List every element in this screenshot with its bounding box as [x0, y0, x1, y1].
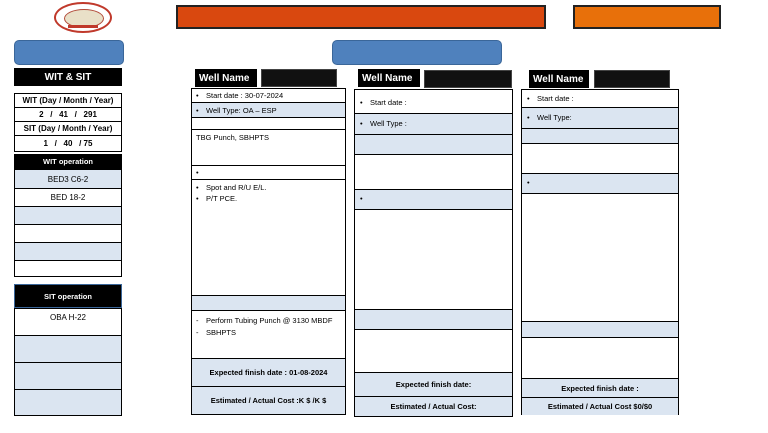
col3-expected-finish: Expected finish date : — [522, 379, 678, 398]
col3-row-4 — [522, 144, 678, 174]
sit-date-label: SIT (Day / Month / Year) — [14, 121, 122, 136]
col1-expected-finish: Expected finish date : 01-08-2024 — [192, 359, 345, 387]
col2-expected-finish: Expected finish date: — [355, 373, 512, 397]
col2-start-date: Start date : — [370, 98, 407, 107]
col3-well-type: Well Type: — [537, 113, 572, 122]
col3-well-type-row: • Well Type: — [522, 108, 678, 129]
sit-operation-header: SIT operation — [14, 284, 122, 308]
sit-date-value: 1 / 40 / 75 — [14, 135, 122, 152]
col3-card — [521, 89, 679, 415]
wit-operation-item — [14, 206, 122, 225]
header-bar-red — [176, 5, 546, 29]
col1-cost: Estimated / Actual Cost :K $ /K $ — [192, 387, 345, 414]
sit-operation-item — [14, 362, 122, 390]
col2-cost: Estimated / Actual Cost: — [355, 397, 512, 416]
col1-job-row — [192, 130, 345, 166]
wit-date-value: 2 / 41 / 291 — [14, 107, 122, 122]
col1-start-date-row: • Start date : 30-07-2024 — [192, 89, 345, 103]
col1-start-date: Start date : 30-07-2024 — [206, 91, 284, 100]
col3-well-name-field[interactable] — [594, 70, 670, 88]
col1-well-type: Well Type: OA – ESP — [206, 106, 277, 115]
company-logo — [54, 2, 112, 33]
col1-divider-row — [192, 296, 345, 311]
col1-plan-2: SBHPTS — [206, 328, 237, 337]
col3-start-date-row: • Start date : — [522, 90, 678, 108]
col1-bullet-row — [192, 166, 345, 180]
col2-card — [354, 89, 513, 417]
col2-row-8 — [355, 330, 512, 373]
sit-operation-item — [14, 335, 122, 363]
sit-operation-item: OBA H-22 — [14, 308, 122, 336]
wit-date-label: WIT (Day / Month / Year) — [14, 93, 122, 108]
col1-well-type-row: • Well Type: OA – ESP — [192, 103, 345, 118]
bullet-text: • — [360, 194, 363, 203]
col3-row-7 — [522, 322, 678, 338]
col1-job-text: TBG Punch, SBHPTS — [196, 133, 269, 142]
col2-row-3 — [355, 135, 512, 155]
col1-tasks-row: • Spot and R/U E/L. • P/T PCE. — [192, 180, 345, 296]
col1-task-1: Spot and R/U E/L. — [206, 183, 267, 192]
wit-operation-header: WIT operation — [14, 154, 122, 169]
col3-row-6 — [522, 194, 678, 322]
col1-task-2: P/T PCE. — [206, 194, 238, 203]
col1-plan-row: - Perform Tubing Punch @ 3130 MBDF - SBHPTS — [192, 311, 345, 359]
col2-start-date-row: • Start date : — [355, 90, 512, 114]
header-bar-orange — [573, 5, 721, 29]
wit-operation-item — [14, 224, 122, 243]
left-blue-banner — [14, 40, 124, 65]
sit-operation-item — [14, 389, 122, 416]
col1-plan-1: Perform Tubing Punch @ 3130 MBDF — [206, 316, 333, 325]
wit-operation-item — [14, 242, 122, 261]
logo-ribbon — [68, 25, 98, 28]
col3-start-date: Start date : — [537, 94, 574, 103]
col1-well-name-field[interactable] — [261, 69, 337, 87]
col2-well-type-row: • Well Type : — [355, 114, 512, 135]
col3-row-8 — [522, 338, 678, 379]
wit-sit-title: WIT & SIT — [14, 68, 122, 86]
col2-bullet-row — [355, 190, 512, 210]
col2-well-name-field[interactable] — [424, 70, 512, 88]
wit-operation-item: BED 18-2 — [14, 188, 122, 207]
col2-row-6 — [355, 210, 512, 310]
col2-well-name-label: Well Name — [358, 69, 420, 87]
col3-bullet-row — [522, 174, 678, 194]
center-blue-banner — [332, 40, 502, 65]
col3-row-3 — [522, 129, 678, 144]
col2-well-type: Well Type : — [370, 119, 407, 128]
col2-row-4 — [355, 155, 512, 190]
col1-well-name-label: Well Name — [195, 69, 257, 87]
col3-cost: Estimated / Actual Cost $0/$0 — [522, 398, 678, 415]
col2-row-7 — [355, 310, 512, 330]
col3-well-name-label: Well Name — [529, 70, 589, 88]
wit-operation-item: BED3 C6-2 — [14, 169, 122, 189]
col1-card — [191, 88, 346, 415]
wit-operation-item — [14, 260, 122, 277]
bullet-text: • — [196, 168, 199, 177]
bullet-text: • — [527, 178, 530, 187]
col1-spacer-row — [192, 118, 345, 130]
